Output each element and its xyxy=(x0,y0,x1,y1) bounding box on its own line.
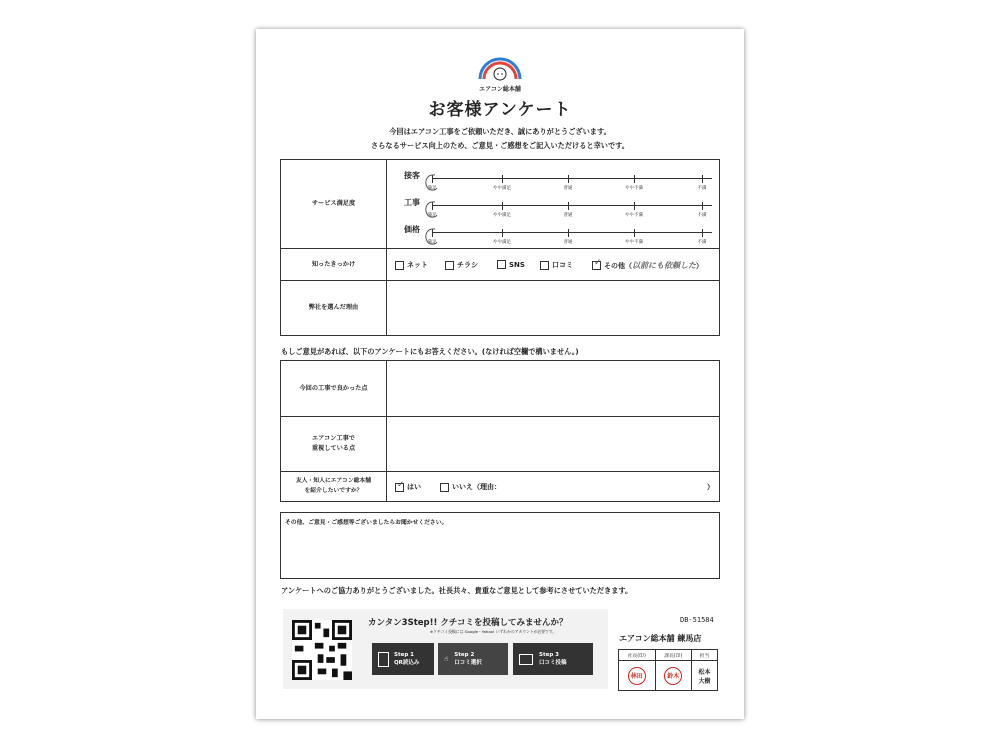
banner-note: ※クチコミ投稿には Google・Yahoo! いずれかのアカウントが必要です。 xyxy=(430,629,557,634)
scale-row-work[interactable] xyxy=(387,193,721,217)
scale-row-service[interactable] xyxy=(387,166,721,190)
source-options xyxy=(387,249,721,280)
source-label: 知ったきっかけ xyxy=(281,249,387,280)
thanks-text: アンケートへのご協力ありがとうございました。社長共々、貴重なご意見として参考にさせていただきます。 xyxy=(281,586,633,595)
source-option-flyer[interactable]: チラシ xyxy=(445,260,478,270)
referral-label: 友人・知人にエアコン総本舗 を紹介したいですか？ xyxy=(281,472,387,501)
priority-label: エアコン工事で 重視している点 xyxy=(281,417,387,471)
manager-seal: 鈴木 xyxy=(664,667,682,685)
checkbox[interactable] xyxy=(395,261,404,270)
reason-label: 弊社を選んだ理由 xyxy=(281,281,387,335)
other-note: 以前にも依頼した xyxy=(632,260,696,270)
good-points-field[interactable] xyxy=(387,361,721,416)
priority-field[interactable] xyxy=(387,417,721,471)
scale-option-3[interactable]: 普通 xyxy=(563,186,573,191)
president-seal: 林田 xyxy=(628,667,646,685)
satisfaction-scales xyxy=(387,160,721,248)
intro-line-2: さらなるサービス向上のため、ご意見・ご感想をご記入いただけると幸いです。 xyxy=(371,141,629,150)
selection-circle-icon xyxy=(423,173,439,193)
step-2: ☝ Step 2 口コミ選択 xyxy=(438,643,508,675)
checkbox[interactable] xyxy=(497,260,506,269)
stamp-header: 社長(印) xyxy=(619,650,656,661)
store-name: エアコン総本舗 練馬店 xyxy=(619,634,702,643)
satisfaction-label: サービス満足度 xyxy=(281,160,387,248)
stamp-header: 担当 xyxy=(692,650,718,661)
checkmark-icon: ✓ xyxy=(397,479,405,490)
scale-row-label: 価格 xyxy=(404,225,420,234)
survey-sheet xyxy=(256,29,744,719)
step-3: Step 3 口コミ投稿 xyxy=(513,643,593,675)
checkmark-icon: ✓ xyxy=(594,258,602,268)
source-option-other[interactable]: ✓ その他 （ 以前にも依頼した ） xyxy=(594,258,703,270)
scale-option-1[interactable]: 満足 xyxy=(427,213,437,218)
selection-circle-icon xyxy=(423,227,439,247)
scale-option-2[interactable]: やや満足 xyxy=(493,186,511,191)
selection-circle-icon xyxy=(423,200,439,220)
referral-no[interactable]: いいえ（理由： xyxy=(440,482,501,492)
scale-option-1[interactable]: 満足 xyxy=(427,240,437,245)
scale-row-label: 工事 xyxy=(404,198,420,207)
scale-option-5[interactable]: 不満 xyxy=(697,213,707,218)
other-comments-field[interactable] xyxy=(280,512,720,579)
referral-yes[interactable]: ✓ はい xyxy=(397,479,421,491)
scale-option-4[interactable]: やや不満 xyxy=(625,213,643,218)
pointer-icon: ☝ xyxy=(444,655,449,663)
comment-icon xyxy=(519,654,533,665)
page-title: お客様アンケート xyxy=(428,100,572,120)
optional-intro: もしご意見があれば、以下のアンケートにもお答えください。(なければ空欄で構いません。) xyxy=(281,347,579,356)
scale-option-1[interactable]: 満足 xyxy=(427,186,437,191)
checkbox[interactable] xyxy=(540,261,549,270)
scale-option-4[interactable]: やや不満 xyxy=(625,186,643,191)
referral-options xyxy=(387,472,721,501)
scale-option-5[interactable]: 不満 xyxy=(697,186,707,191)
source-option-review[interactable]: 口コミ xyxy=(540,260,573,270)
staff-name: 松本 大樹 xyxy=(692,661,718,691)
referral-close-paren: ） xyxy=(707,483,714,491)
logo-text: エアコン総本舗 xyxy=(479,86,521,93)
qr-code-icon[interactable] xyxy=(292,620,352,680)
checkbox-checked[interactable] xyxy=(395,479,405,492)
intro-line-1: 今回はエアコン工事をご依頼いただき、誠にありがとうございます。 xyxy=(389,127,611,136)
good-points-label: 今回の工事で良かった点 xyxy=(281,361,387,416)
doc-code: DB-51584 xyxy=(680,616,714,624)
phone-icon xyxy=(378,652,389,667)
stamp-table xyxy=(618,649,718,691)
source-option-sns[interactable]: SNS xyxy=(497,260,525,269)
source-option-net[interactable]: ネット xyxy=(395,260,428,270)
checkbox-checked[interactable] xyxy=(592,258,602,270)
scale-option-2[interactable]: やや満足 xyxy=(493,213,511,218)
other-comments-label: その他、ご意見・ご感想等ございましたらお聞かせください。 xyxy=(285,520,448,526)
banner-headline: カンタン3Step!! クチコミを投稿してみませんか？ xyxy=(368,618,568,628)
checkbox[interactable] xyxy=(440,483,449,492)
stamp-header: 課長(印) xyxy=(655,650,692,661)
scale-row-price[interactable] xyxy=(387,220,721,244)
scale-option-3[interactable]: 普通 xyxy=(563,213,573,218)
scale-row-label: 接客 xyxy=(404,171,420,180)
survey-table xyxy=(280,159,720,336)
scale-option-5[interactable]: 不満 xyxy=(697,240,707,245)
scale-option-2[interactable]: やや満足 xyxy=(493,240,511,245)
step-1: Step 1 QR読込み xyxy=(372,643,434,675)
checkbox[interactable] xyxy=(445,261,454,270)
scale-option-4[interactable]: やや不満 xyxy=(625,240,643,245)
optional-table xyxy=(280,360,720,502)
reason-field[interactable] xyxy=(387,281,721,335)
scale-option-3[interactable]: 普通 xyxy=(563,240,573,245)
